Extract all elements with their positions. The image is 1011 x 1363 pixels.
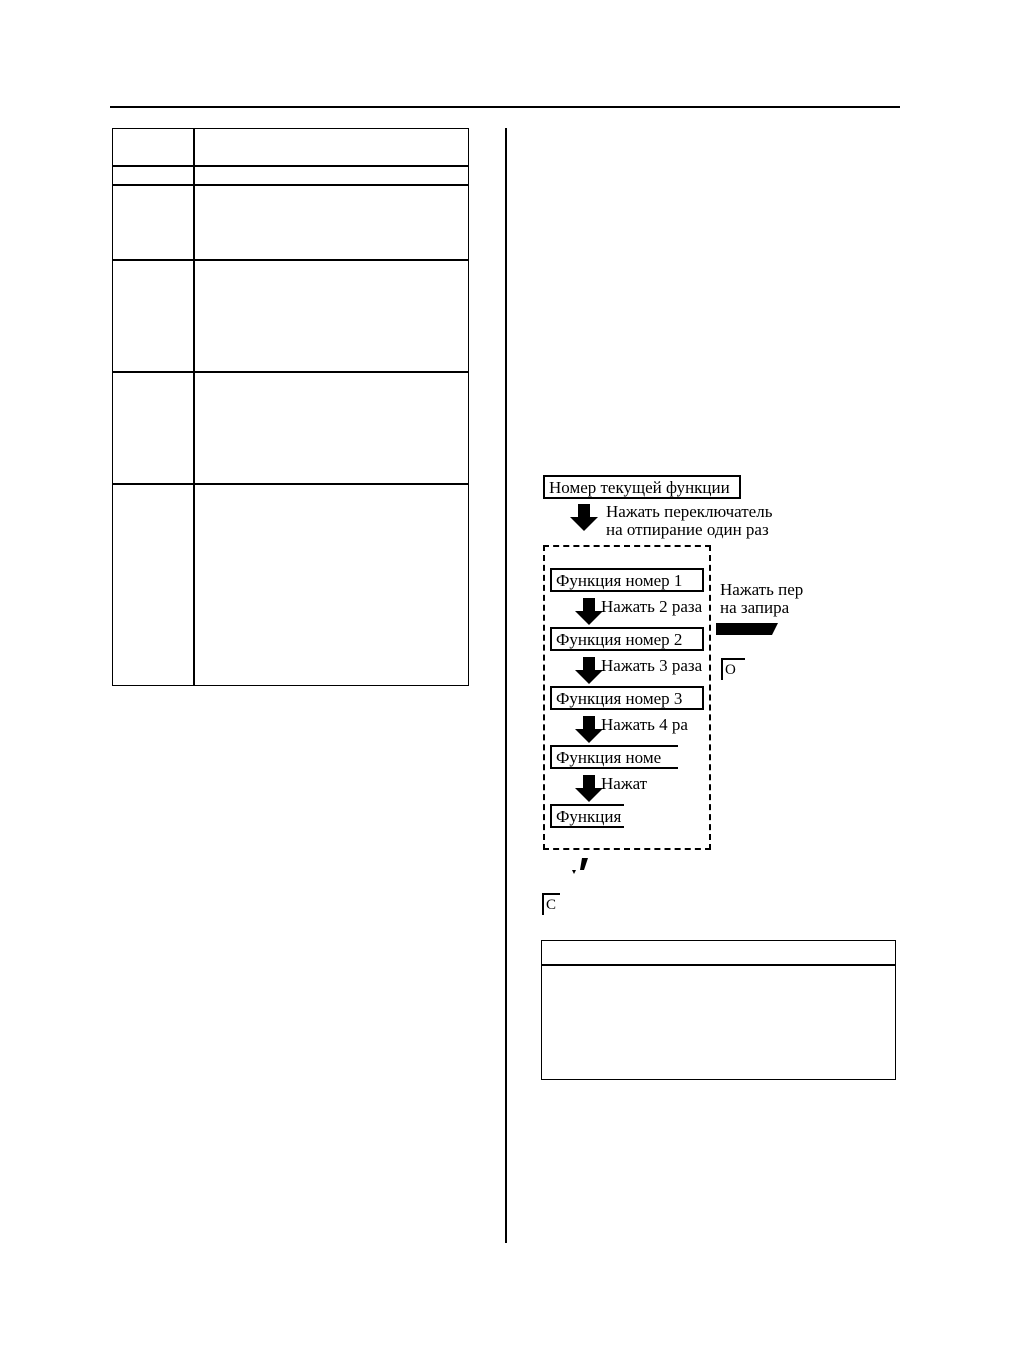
table-row-divider bbox=[112, 165, 469, 167]
side-press-line2: на запира bbox=[720, 598, 790, 617]
note-box bbox=[541, 940, 896, 1080]
function-5-label: Функция bbox=[556, 807, 622, 826]
note-header-divider bbox=[541, 964, 896, 966]
table-row-divider bbox=[112, 483, 469, 485]
arrow-down-icon bbox=[574, 598, 604, 626]
function-5-box bbox=[550, 804, 624, 828]
table-row-divider bbox=[112, 259, 469, 261]
press-once-line1: Нажать переключатель bbox=[606, 502, 773, 521]
side-press-line1: Нажать пер bbox=[720, 580, 804, 599]
function-4-box bbox=[550, 745, 678, 769]
bottom-result-label: С bbox=[546, 897, 557, 913]
bottom-result-box bbox=[542, 893, 560, 915]
press-3-label: Нажать 3 раза bbox=[601, 656, 703, 675]
function-4-label: Функция номе bbox=[556, 748, 662, 767]
function-3-box bbox=[550, 686, 704, 710]
press-5-label: Нажат bbox=[601, 774, 648, 793]
arrow-down-icon bbox=[574, 775, 604, 803]
side-arrow-icon bbox=[716, 620, 778, 638]
press-4-label: Нажать 4 ра bbox=[601, 715, 688, 734]
function-3-label: Функция номер 3 bbox=[556, 689, 683, 708]
press-2-label: Нажать 2 раза bbox=[601, 597, 703, 616]
function-2-box bbox=[550, 627, 704, 651]
function-1-box bbox=[550, 568, 704, 592]
current-function-box bbox=[543, 475, 741, 499]
table-column-divider bbox=[193, 128, 195, 686]
function-table bbox=[112, 128, 469, 686]
function-1-label: Функция номер 1 bbox=[556, 571, 683, 590]
header-rule bbox=[110, 106, 900, 108]
function-2-label: Функция номер 2 bbox=[556, 630, 683, 649]
table-row-divider bbox=[112, 371, 469, 373]
side-result-label: О bbox=[725, 662, 736, 678]
partial-arrow-icon bbox=[568, 858, 590, 880]
arrow-down-icon bbox=[574, 716, 604, 744]
table-row-divider bbox=[112, 184, 469, 186]
arrow-down-icon bbox=[569, 504, 599, 532]
side-result-box bbox=[721, 658, 745, 680]
arrow-down-icon bbox=[574, 657, 604, 685]
current-function-label: Номер текущей функции bbox=[549, 478, 730, 497]
press-once-line2: на отпирание один раз bbox=[606, 520, 769, 539]
column-divider bbox=[505, 128, 507, 1243]
